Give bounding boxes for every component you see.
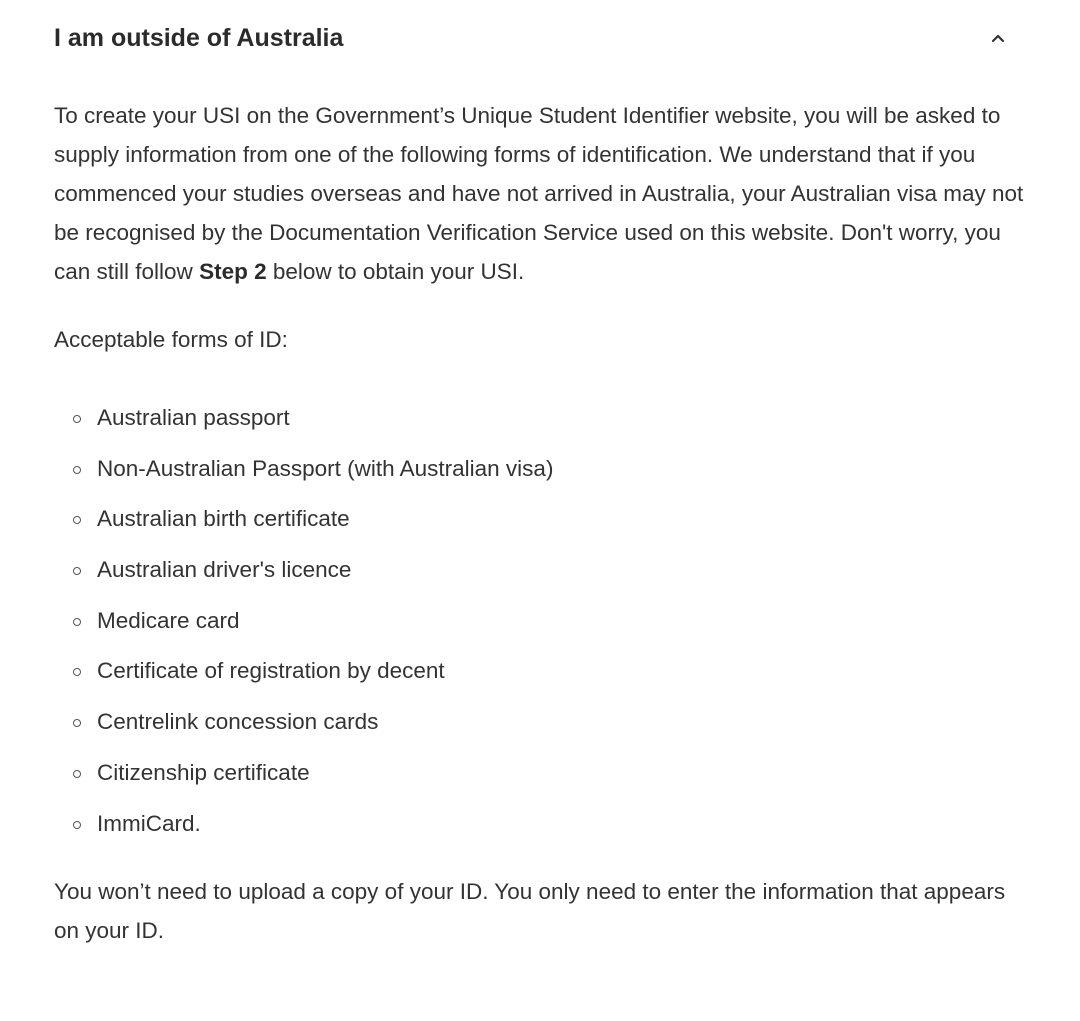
list-item [54,494,1034,545]
outro-paragraph: You won’t need to upload a copy of your ID. You only need to enter the information that appears on your ID. [54,879,1006,944]
list-item-label: Australian passport [97,405,290,430]
list-item [54,799,1034,850]
intro-text: To create your USI on the Government’s Unique Student Identifier website, you will be asked to supply information from one of the following forms of identification. We understand that if you commenced your studies overseas and have not arrived in Australia, your Australian visa may not be recognised by the Documentation Verification Service used on this website. Don't worry, you can still follow [54,103,1024,284]
circle-bullet-icon [73,668,81,676]
id-list [54,393,1034,849]
list-item-label: Centrelink concession cards [97,709,379,735]
circle-bullet-icon [73,415,81,423]
list-item-label: ImmiCard. [97,810,201,836]
list-item [54,646,1034,697]
circle-bullet-icon [73,770,81,778]
intro-text-end: below to obtain your USI. [266,259,525,284]
circle-bullet-icon [73,821,81,829]
list-item [54,545,1034,596]
circle-bullet-icon [73,567,81,575]
circle-bullet-icon [73,618,81,626]
list-item [54,444,1034,495]
list-item [54,393,1034,444]
list-item-label: Citizenship certificate [97,759,310,785]
list-item-label: Certificate of registration by decent [97,658,445,684]
accordion-header[interactable] [0,0,1080,76]
chevron-up-icon[interactable] [986,26,1010,50]
accordion-title: I am outside of Australia [54,24,344,52]
circle-bullet-icon [73,719,81,727]
list-item [54,697,1034,748]
accordion-body [54,96,1034,950]
intro-paragraph [54,96,1034,291]
list-item-label: Medicare card [97,607,240,633]
list-item-label: Australian driver's licence [97,557,352,583]
step-2-emphasis: Step 2 [199,259,267,284]
list-item-label: Australian birth certificate [97,506,350,532]
circle-bullet-icon [73,466,81,474]
ids-label: Acceptable forms of ID: [54,327,288,352]
list-item [54,748,1034,799]
list-item-label: Non-Australian Passport (with Australian visa) [97,455,554,481]
list-item [54,596,1034,647]
circle-bullet-icon [73,516,81,524]
